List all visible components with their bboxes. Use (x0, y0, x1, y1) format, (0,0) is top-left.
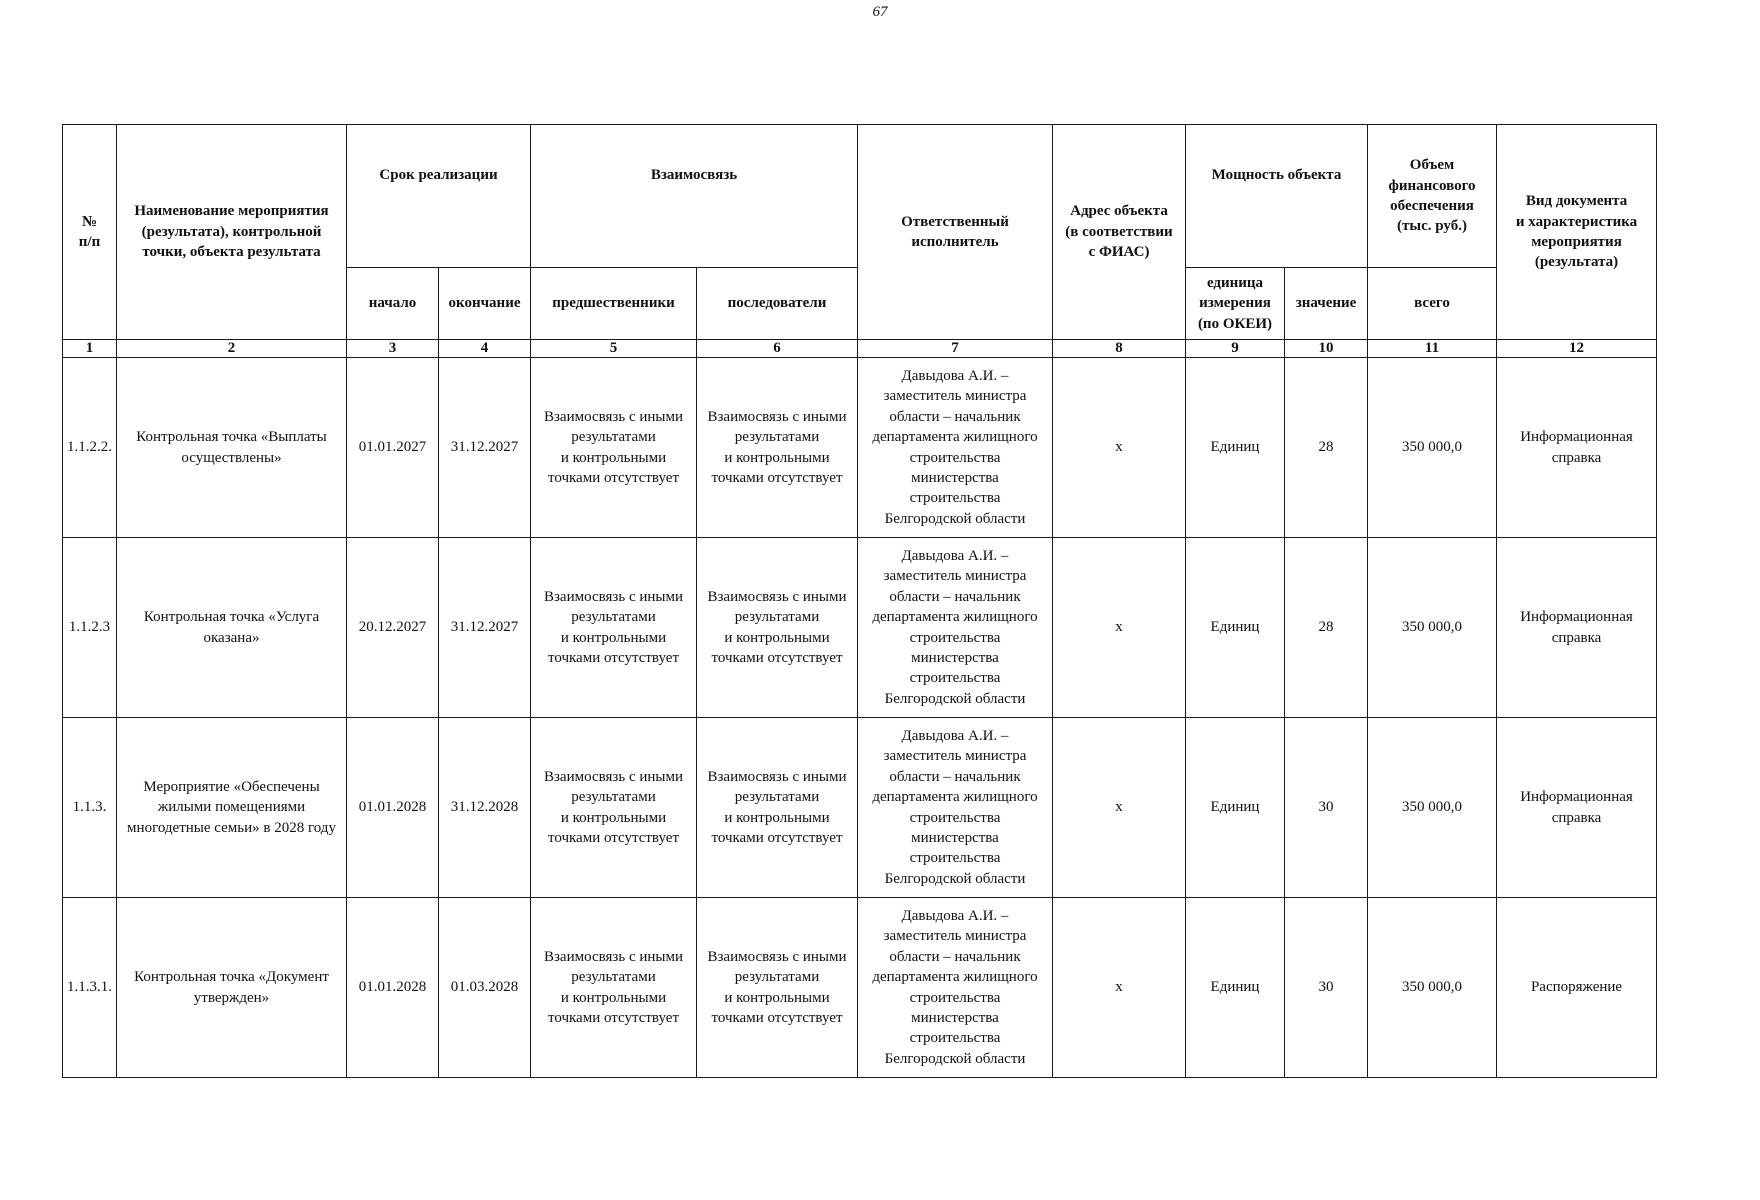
cell-predecessors: Взаимосвязь с иными результатами и контрольными точками отсутствует (531, 898, 697, 1078)
table-row (63, 718, 1657, 898)
cell-predecessors: Взаимосвязь с иными результатами и контрольными точками отсутствует (531, 358, 697, 538)
header-capacity: Мощность объекта (1186, 125, 1368, 268)
cell-total: 350 000,0 (1368, 538, 1497, 718)
cell-start: 01.01.2028 (347, 718, 439, 898)
cell-doc-type: Информационная справка (1497, 358, 1657, 538)
cell-responsible: Давыдова А.И. – заместитель министра области – начальник департамента жилищного строительства министерства строительства Белгородской области (858, 538, 1053, 718)
table-row (63, 358, 1657, 538)
cell-responsible: Давыдова А.И. – заместитель министра области – начальник департамента жилищного строительства министерства строительства Белгородской области (858, 358, 1053, 538)
table-row (63, 538, 1657, 718)
cell-value: 28 (1285, 358, 1368, 538)
column-number: 9 (1186, 340, 1285, 358)
table-header (63, 125, 1657, 358)
header-name: Наименование мероприятия (результата), контрольной точки, объекта результата (117, 125, 347, 340)
cell-value: 30 (1285, 718, 1368, 898)
cell-unit: Единиц (1186, 898, 1285, 1078)
cell-responsible: Давыдова А.И. – заместитель министра области – начальник департамента жилищного строительства министерства строительства Белгородской области (858, 898, 1053, 1078)
column-number: 12 (1497, 340, 1657, 358)
cell-doc-type: Информационная справка (1497, 718, 1657, 898)
header-value: значение (1285, 268, 1368, 340)
cell-responsible: Давыдова А.И. – заместитель министра области – начальник департамента жилищного строительства министерства строительства Белгородской области (858, 718, 1053, 898)
cell-name: Контрольная точка «Выплаты осуществлены» (117, 358, 347, 538)
cell-address: х (1053, 718, 1186, 898)
cell-num: 1.1.3.1. (63, 898, 117, 1078)
cell-num: 1.1.2.3 (63, 538, 117, 718)
table-body (63, 358, 1657, 1078)
cell-unit: Единиц (1186, 358, 1285, 538)
cell-total: 350 000,0 (1368, 898, 1497, 1078)
column-number: 8 (1053, 340, 1186, 358)
column-numbers-row (63, 340, 1657, 358)
cell-successors: Взаимосвязь с иными результатами и контрольными точками отсутствует (697, 358, 858, 538)
cell-end: 31.12.2027 (439, 358, 531, 538)
cell-start: 01.01.2028 (347, 898, 439, 1078)
cell-doc-type: Распоряжение (1497, 898, 1657, 1078)
cell-end: 01.03.2028 (439, 898, 531, 1078)
column-number: 2 (117, 340, 347, 358)
column-number: 4 (439, 340, 531, 358)
column-number: 6 (697, 340, 858, 358)
cell-num: 1.1.2.2. (63, 358, 117, 538)
header-row-1 (63, 125, 1657, 268)
header-start: начало (347, 268, 439, 340)
cell-name: Контрольная точка «Услуга оказана» (117, 538, 347, 718)
column-number: 10 (1285, 340, 1368, 358)
cell-name: Контрольная точка «Документ утвержден» (117, 898, 347, 1078)
cell-value: 30 (1285, 898, 1368, 1078)
column-number: 7 (858, 340, 1053, 358)
cell-name: Мероприятие «Обеспечены жилыми помещениями многодетные семьи» в 2028 году (117, 718, 347, 898)
header-predecessors: предшественники (531, 268, 697, 340)
cell-unit: Единиц (1186, 538, 1285, 718)
header-total: всего (1368, 268, 1497, 340)
cell-predecessors: Взаимосвязь с иными результатами и контрольными точками отсутствует (531, 538, 697, 718)
cell-end: 31.12.2027 (439, 538, 531, 718)
cell-unit: Единиц (1186, 718, 1285, 898)
column-number: 3 (347, 340, 439, 358)
header-num: № п/п (63, 125, 117, 340)
cell-address: х (1053, 898, 1186, 1078)
plan-table (62, 124, 1657, 1078)
cell-num: 1.1.3. (63, 718, 117, 898)
cell-predecessors: Взаимосвязь с иными результатами и контрольными точками отсутствует (531, 718, 697, 898)
header-successors: последователи (697, 268, 858, 340)
header-responsible: Ответственный исполнитель (858, 125, 1053, 340)
header-doc-type: Вид документа и характеристика мероприятия (результата) (1497, 125, 1657, 340)
cell-successors: Взаимосвязь с иными результатами и контрольными точками отсутствует (697, 718, 858, 898)
header-address: Адрес объекта (в соответствии с ФИАС) (1053, 125, 1186, 340)
column-number: 1 (63, 340, 117, 358)
cell-successors: Взаимосвязь с иными результатами и контрольными точками отсутствует (697, 898, 858, 1078)
table-row (63, 898, 1657, 1078)
header-period: Срок реализации (347, 125, 531, 268)
cell-doc-type: Информационная справка (1497, 538, 1657, 718)
cell-value: 28 (1285, 538, 1368, 718)
cell-start: 20.12.2027 (347, 538, 439, 718)
cell-total: 350 000,0 (1368, 358, 1497, 538)
cell-start: 01.01.2027 (347, 358, 439, 538)
header-end: окончание (439, 268, 531, 340)
cell-end: 31.12.2028 (439, 718, 531, 898)
cell-address: х (1053, 538, 1186, 718)
header-relation: Взаимосвязь (531, 125, 858, 268)
column-number: 5 (531, 340, 697, 358)
cell-address: х (1053, 358, 1186, 538)
cell-successors: Взаимосвязь с иными результатами и контрольными точками отсутствует (697, 538, 858, 718)
column-number: 11 (1368, 340, 1497, 358)
header-finance: Объем финансового обеспечения (тыс. руб.) (1368, 125, 1497, 268)
cell-total: 350 000,0 (1368, 718, 1497, 898)
header-unit: единица измерения (по ОКЕИ) (1186, 268, 1285, 340)
page-number: 67 (872, 4, 888, 20)
